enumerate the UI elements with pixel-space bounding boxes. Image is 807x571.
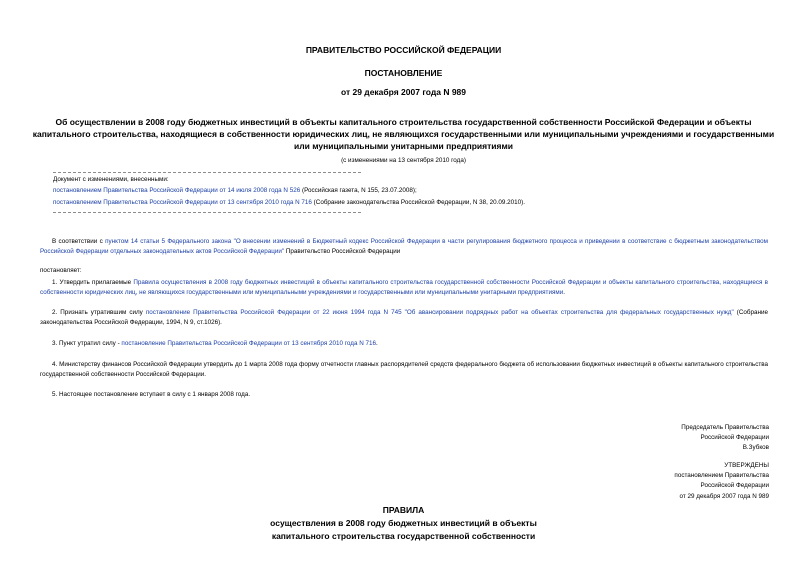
change-item [53, 198, 525, 207]
government-heading: ПРАВИТЕЛЬСТВО РОССИЙСКОЙ ФЕДЕРАЦИИ [305, 45, 502, 55]
item-1 [40, 278, 768, 298]
rules-title: ПРАВИЛА [382, 505, 425, 515]
rules-link[interactable]: Правила осуществления в 2008 году бюджетных инвестиций в объекты капитального строительства государственной собственности Российской Федерации и объекты капитального строительства, находящиеся в собственности юридических лиц, не являющихся государственными или муниципальными учреждениями и государственными или муниципальными унитарными предприятиями [40, 279, 768, 296]
change-item [53, 186, 417, 195]
signature-position: Председатель Правительства [681, 424, 769, 431]
revision-note: (с изменениями на 13 сентября 2010 года) [341, 157, 466, 164]
preamble-text: В соответствии с [52, 238, 106, 245]
item-5: 5. Настоящее постановление вступает в силу с 1 января 2008 года. [52, 391, 251, 398]
change-link-2008[interactable]: постановлением Правительства Российской Федерации от 14 июля 2008 года N 526 [53, 187, 301, 194]
signature-block [681, 423, 769, 454]
change-source: (Российская газета, N 155, 23.07.2008); [300, 187, 417, 194]
item-text: 2. Признать утратившим силу [52, 309, 146, 316]
changes-intro: Документ с изменениями, внесенными: [53, 176, 169, 183]
resolution-716-link[interactable]: постановление Правительства Российской Федерации от 13 сентября 2010 года N 716 [121, 340, 377, 347]
item-text: 3. Пункт утратил силу - [52, 340, 122, 347]
rules-subtitle: капитального строительства государственной собственности [271, 531, 536, 541]
document-title: Об осуществлении в 2008 году бюджетных инвестиций в объекты капитального строительства государственной собственности Российской Федерации и объекты капитального строительства, находящиеся в собственности юридических лиц, не являющихся государственными или муниципальными учреждениями и государственными или муниципальными унитарными предприятиями [32, 117, 775, 151]
item-text: . [563, 289, 565, 296]
document-type: ПОСТАНОВЛЕНИЕ [364, 68, 443, 78]
item-text: . [376, 340, 378, 347]
approved-country: Российской Федерации [700, 482, 769, 490]
federal-law-link[interactable]: пунктом 14 статьи 5 Федерального закона "О внесении изменений в Бюджетный кодекс Российской Федерации в части регулирования бюджетного процесса и приведении в соответствие с бюджетным законодательством Российской Федерации отдельных законодательных актов Российской Федерации" [40, 238, 769, 255]
signature-name: В.Зубков [742, 444, 769, 452]
preamble-text: Правительство Российской Федерации [284, 248, 401, 255]
change-source: (Собрание законодательства Российской Федерации, N 38, 20.09.2010). [311, 199, 526, 206]
item-2 [40, 308, 768, 328]
signature-country: Российской Федерации [700, 434, 769, 442]
resolves-label: постановляет: [40, 267, 82, 274]
approved-date: от 29 декабря 2007 года N 989 [679, 492, 769, 500]
preamble [40, 237, 768, 257]
approved-label: УТВЕРЖДЕНЫ [724, 462, 769, 469]
approved-block [674, 461, 769, 502]
change-link-2010[interactable]: постановлением Правительства Российской Федерации от 13 сентября 2010 года N 716 [53, 199, 312, 206]
rules-subtitle: осуществления в 2008 году бюджетных инвестиций в объекты [270, 518, 537, 528]
document-date-number: от 29 декабря 2007 года N 989 [340, 87, 467, 97]
item-4: 4. Министерству финансов Российской Федерации утвердить до 1 марта 2008 года форму отчетности главных распорядителей средств федерального бюджета об использовании бюджетных инвестиций в объекты капитального строительства государственной собственности Российской Федерации. [40, 361, 768, 378]
resolution-745-link[interactable]: постановление Правительства Российской Федерации от 22 июня 1994 года N 745 "Об авансировании подрядных работ на объектах строительства для федеральных государственных нужд" [145, 309, 734, 316]
approved-by: постановлением Правительства [674, 472, 769, 480]
separator-bottom [53, 212, 361, 213]
item-text: 1. Утвердить прилагаемые [52, 279, 134, 286]
item-3 [40, 339, 768, 349]
separator-top [53, 172, 361, 173]
item-text: (Собрание законодательства Российской Федерации, 1994, N 9, ст.1026). [40, 309, 768, 326]
